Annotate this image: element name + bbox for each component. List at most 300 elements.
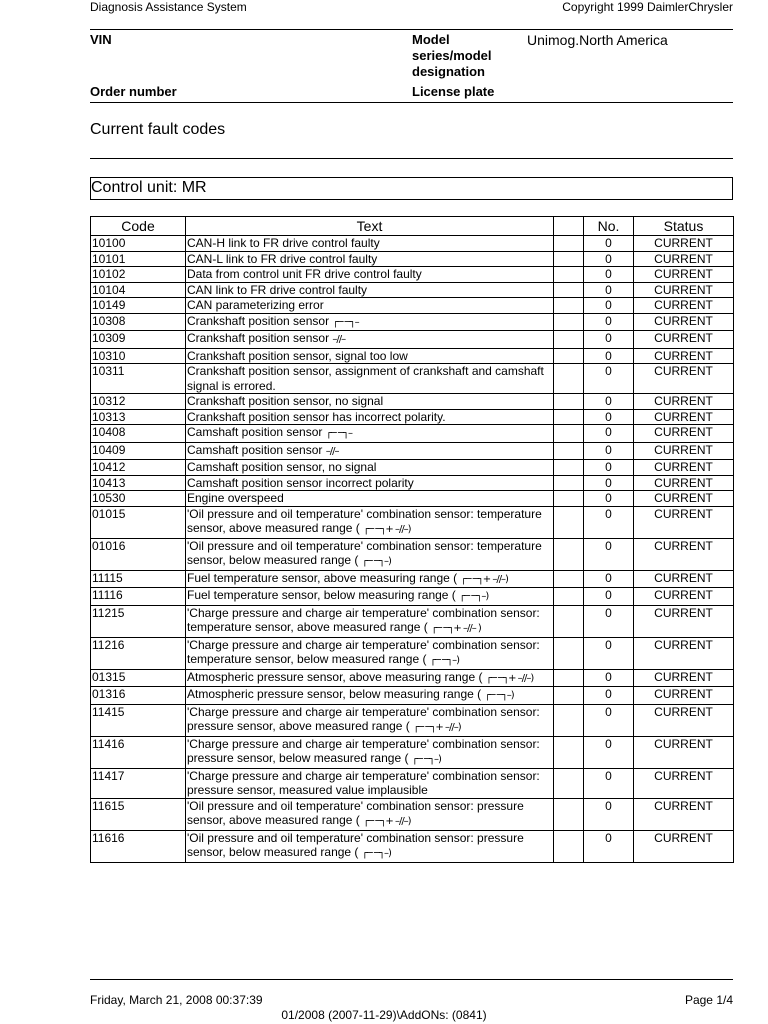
header-divider	[90, 29, 733, 30]
code-cell-value: 10100	[92, 236, 126, 250]
no-cell-value: 0	[605, 538, 612, 553]
no-cell-value: 0	[605, 588, 612, 602]
status-cell-value: CURRENT	[654, 236, 713, 250]
no-cell	[584, 394, 634, 410]
no-cell-value: 0	[605, 348, 612, 363]
no-cell-value: 0	[605, 364, 612, 378]
status-cell	[634, 364, 734, 394]
status-cell	[634, 348, 734, 364]
code-cell	[91, 298, 186, 314]
table-row	[91, 491, 734, 507]
no-cell	[584, 409, 634, 425]
version-info: 01/2008 (2007-11-29)\AddONs: (0841)	[281, 1008, 487, 1022]
table-row	[91, 475, 734, 491]
text-cell-value: Fuel temperature sensor, below measuring range (	[187, 588, 456, 602]
code-cell	[91, 830, 186, 862]
page-number: Page 1/4	[684, 993, 733, 1007]
no-cell-value: 0	[605, 736, 612, 751]
no-cell-value: 0	[605, 442, 612, 457]
section-title: Current fault codes	[90, 121, 226, 138]
code-cell-value: 01015	[92, 506, 126, 521]
text-cell-value: 'Charge pressure and charge air temperature' combination sensor: pressure sensor, below measured range (	[187, 736, 540, 765]
status-cell	[634, 538, 734, 570]
code-cell	[91, 331, 186, 349]
signal-symbol: ┌─ ─┐+ –//–)	[363, 816, 411, 827]
status-cell-value: CURRENT	[654, 364, 713, 378]
spacer-cell	[554, 538, 584, 570]
signal-symbol: ┌─ ─┐–	[332, 316, 359, 328]
no-cell-value: 0	[605, 491, 612, 505]
signal-symbol: ┌─ ─┐–)	[459, 591, 489, 602]
text-cell	[186, 538, 554, 570]
status-cell-value: CURRENT	[654, 394, 713, 408]
footer-divider	[90, 979, 733, 980]
status-cell-value: CURRENT	[654, 798, 713, 813]
status-cell	[634, 570, 734, 588]
fault-code-table	[90, 216, 734, 863]
text-cell	[186, 313, 554, 331]
no-cell	[584, 736, 634, 768]
status-cell-value: CURRENT	[654, 669, 713, 684]
no-cell-value: 0	[605, 298, 612, 312]
code-cell-value: 11215	[92, 605, 125, 620]
table-row	[91, 298, 734, 314]
status-cell	[634, 442, 734, 460]
spacer-cell	[554, 588, 584, 606]
status-cell-value: CURRENT	[654, 267, 713, 281]
status-cell	[634, 798, 734, 830]
code-cell	[91, 460, 186, 476]
no-cell	[584, 637, 634, 669]
text-cell	[186, 460, 554, 476]
spacer-cell	[554, 736, 584, 768]
text-cell	[186, 704, 554, 736]
text-cell-value: Camshaft position sensor, no signal	[187, 460, 377, 474]
table-row	[91, 267, 734, 283]
spacer-cell	[554, 704, 584, 736]
status-cell	[634, 236, 734, 252]
text-cell-value: 'Charge pressure and charge air temperature' combination sensor: temperature sensor, above measured range (	[187, 605, 540, 634]
text-cell-value: 'Oil pressure and oil temperature' combination sensor: temperature sensor, above measured range (	[187, 506, 542, 535]
text-cell	[186, 442, 554, 460]
code-cell	[91, 267, 186, 283]
text-cell-value: Fuel temperature sensor, above measuring range (	[187, 570, 458, 585]
spacer-cell	[554, 637, 584, 669]
section-divider	[90, 158, 733, 159]
text-cell	[186, 409, 554, 425]
status-cell	[634, 331, 734, 349]
table-header-row	[91, 217, 734, 236]
table-row	[91, 364, 734, 394]
text-cell-value: Atmospheric pressure sensor, below measuring range (	[187, 687, 482, 701]
status-cell-value: CURRENT	[654, 830, 713, 845]
no-cell	[584, 236, 634, 252]
spacer-cell	[554, 282, 584, 298]
text-cell	[186, 348, 554, 364]
status-cell-value: CURRENT	[654, 313, 713, 328]
no-cell-value: 0	[605, 331, 612, 345]
spacer-cell	[554, 313, 584, 331]
text-cell	[186, 669, 554, 687]
no-cell	[584, 442, 634, 460]
code-cell	[91, 348, 186, 364]
text-cell	[186, 768, 554, 798]
table-row	[91, 236, 734, 252]
spacer-cell	[554, 409, 584, 425]
text-cell-value: 'Charge pressure and charge air temperature' combination sensor: temperature sensor, below measured range (	[187, 637, 540, 666]
signal-symbol: ┌─ ─┐–)	[361, 556, 391, 567]
text-cell	[186, 506, 554, 538]
code-cell	[91, 605, 186, 637]
spacer-cell	[554, 236, 584, 252]
spacer-cell	[554, 364, 584, 394]
code-cell-value: 10104	[92, 282, 126, 297]
print-date: Friday, March 21, 2008 00:37:39	[90, 993, 263, 1007]
status-cell-value: CURRENT	[654, 687, 713, 701]
text-cell	[186, 570, 554, 588]
no-cell	[584, 425, 634, 443]
no-cell-value: 0	[605, 669, 612, 684]
code-cell-value: 10102	[92, 267, 126, 281]
no-cell	[584, 704, 634, 736]
control-unit-box	[90, 177, 733, 200]
signal-symbol: ┌─ ─┐+ –//–)	[413, 722, 461, 733]
no-cell	[584, 251, 634, 267]
table-row	[91, 830, 734, 862]
header-no: No.	[584, 217, 634, 236]
spacer-cell	[554, 267, 584, 283]
status-cell	[634, 394, 734, 410]
text-cell-value: Data from control unit FR drive control faulty	[187, 267, 422, 281]
no-cell-value: 0	[605, 425, 612, 439]
code-cell	[91, 704, 186, 736]
text-cell-value: CAN-L link to FR drive control faulty	[187, 251, 378, 266]
text-cell	[186, 588, 554, 606]
code-cell	[91, 236, 186, 252]
no-cell-value: 0	[605, 460, 612, 474]
spacer-cell	[554, 394, 584, 410]
status-cell-value: CURRENT	[654, 409, 713, 424]
code-cell	[91, 313, 186, 331]
no-cell	[584, 669, 634, 687]
status-cell	[634, 669, 734, 687]
no-cell-value: 0	[605, 394, 612, 408]
code-cell-value: 11417	[92, 768, 125, 783]
no-cell	[584, 830, 634, 862]
code-cell	[91, 491, 186, 507]
status-cell	[634, 491, 734, 507]
status-cell	[634, 704, 734, 736]
status-cell-value: CURRENT	[654, 736, 713, 751]
signal-symbol: –//–	[325, 445, 339, 457]
text-cell	[186, 394, 554, 410]
table-row	[91, 348, 734, 364]
table-row	[91, 394, 734, 410]
code-cell	[91, 570, 186, 588]
status-cell	[634, 687, 734, 705]
table-row	[91, 506, 734, 538]
table-row	[91, 251, 734, 267]
status-cell	[634, 736, 734, 768]
model-label: Model series/model designation	[412, 32, 492, 79]
vin-label: VIN	[90, 32, 112, 47]
no-cell-value: 0	[605, 605, 612, 620]
text-cell-value: CAN-H link to FR drive control faulty	[187, 236, 380, 250]
text-cell-value: Crankshaft position sensor, signal too low	[187, 348, 408, 363]
table-row	[91, 588, 734, 606]
spacer-cell	[554, 491, 584, 507]
status-cell	[634, 768, 734, 798]
table-row	[91, 605, 734, 637]
spacer-cell	[554, 442, 584, 460]
status-cell-value: CURRENT	[654, 637, 713, 652]
no-cell	[584, 506, 634, 538]
spacer-cell	[554, 331, 584, 349]
status-cell-value: CURRENT	[654, 605, 713, 620]
text-cell	[186, 298, 554, 314]
signal-symbol: ┌─ ─┐+ –//–)	[460, 573, 508, 585]
model-value: Unimog.North America	[527, 32, 668, 48]
status-cell	[634, 282, 734, 298]
signal-symbol: ┌─ ─┐+ –//–)	[363, 524, 411, 535]
status-cell-value: CURRENT	[654, 298, 713, 312]
code-cell-value: 10309	[92, 331, 126, 345]
text-cell-value: Crankshaft position sensor, no signal	[187, 394, 384, 408]
status-cell-value: CURRENT	[654, 442, 713, 457]
table-row	[91, 331, 734, 349]
no-cell	[584, 588, 634, 606]
table-row	[91, 570, 734, 588]
status-cell-value: CURRENT	[654, 506, 713, 521]
no-cell	[584, 331, 634, 349]
text-cell	[186, 331, 554, 349]
text-cell	[186, 687, 554, 705]
code-cell-value: 10313	[92, 409, 126, 424]
no-cell-value: 0	[605, 313, 612, 328]
text-cell-value: Camshaft position sensor	[187, 442, 323, 457]
text-cell	[186, 267, 554, 283]
status-cell-value: CURRENT	[654, 460, 713, 474]
spacer-cell	[554, 425, 584, 443]
text-cell	[186, 475, 554, 491]
spacer-cell	[554, 768, 584, 798]
code-cell-value: 11616	[92, 830, 125, 845]
table-row	[91, 313, 734, 331]
code-cell-value: 01316	[92, 687, 126, 701]
no-cell	[584, 798, 634, 830]
text-cell-value: Camshaft position sensor	[187, 425, 323, 439]
copyright: Copyright 1999 DaimlerChrysler	[562, 0, 733, 14]
system-name: Diagnosis Assistance System	[90, 0, 247, 14]
status-cell	[634, 588, 734, 606]
no-cell	[584, 282, 634, 298]
code-cell-value: 10413	[92, 475, 126, 490]
text-cell-value: Atmospheric pressure sensor, above measuring range (	[187, 669, 483, 684]
no-cell-value: 0	[605, 830, 612, 845]
code-cell	[91, 687, 186, 705]
header-status: Status	[634, 217, 734, 236]
status-cell-value: CURRENT	[654, 331, 713, 345]
table-row	[91, 669, 734, 687]
code-cell	[91, 798, 186, 830]
spacer-cell	[554, 570, 584, 588]
no-cell	[584, 364, 634, 394]
status-cell-value: CURRENT	[654, 282, 713, 297]
text-cell-value: Engine overspeed	[187, 491, 284, 505]
code-cell	[91, 442, 186, 460]
table-row	[91, 460, 734, 476]
table-row	[91, 768, 734, 798]
no-cell-value: 0	[605, 687, 612, 701]
status-cell-value: CURRENT	[654, 348, 713, 363]
status-cell	[634, 605, 734, 637]
text-cell	[186, 637, 554, 669]
code-cell	[91, 736, 186, 768]
code-cell	[91, 282, 186, 298]
order-number-label: Order number	[90, 84, 177, 99]
text-cell	[186, 736, 554, 768]
no-cell	[584, 298, 634, 314]
code-cell-value: 10530	[92, 491, 126, 505]
no-cell-value: 0	[605, 236, 612, 250]
header-text: Text	[186, 217, 554, 236]
status-cell-value: CURRENT	[654, 251, 713, 266]
info-divider	[90, 102, 733, 103]
table-row	[91, 425, 734, 443]
text-cell-value: Crankshaft position sensor	[187, 313, 330, 328]
spacer-cell	[554, 605, 584, 637]
spacer-cell	[554, 298, 584, 314]
table-row	[91, 538, 734, 570]
spacer-cell	[554, 830, 584, 862]
status-cell-value: CURRENT	[654, 475, 713, 490]
status-cell	[634, 313, 734, 331]
no-cell	[584, 313, 634, 331]
code-cell	[91, 475, 186, 491]
no-cell-value: 0	[605, 798, 612, 813]
no-cell-value: 0	[605, 409, 612, 424]
status-cell-value: CURRENT	[654, 570, 713, 585]
no-cell	[584, 491, 634, 507]
no-cell-value: 0	[605, 704, 612, 719]
status-cell-value: CURRENT	[654, 588, 713, 602]
status-cell	[634, 267, 734, 283]
spacer-cell	[554, 348, 584, 364]
no-cell-value: 0	[605, 475, 612, 490]
no-cell	[584, 570, 634, 588]
no-cell	[584, 460, 634, 476]
text-cell-value: 'Oil pressure and oil temperature' combination sensor: pressure sensor, below measured range (	[187, 830, 524, 859]
no-cell-value: 0	[605, 282, 612, 297]
signal-symbol: ┌─ ─┐+ –//–)	[485, 672, 534, 684]
code-cell-value: 10310	[92, 348, 126, 363]
text-cell-value: 'Charge pressure and charge air temperature' combination sensor: pressure sensor, above measured range (	[187, 704, 540, 733]
status-cell	[634, 830, 734, 862]
table-row	[91, 409, 734, 425]
status-cell	[634, 637, 734, 669]
spacer-cell	[554, 669, 584, 687]
code-cell-value: 11415	[92, 704, 125, 719]
text-cell-value: CAN link to FR drive control faulty	[187, 282, 368, 297]
status-cell-value: CURRENT	[654, 491, 713, 505]
text-cell	[186, 830, 554, 862]
code-cell	[91, 538, 186, 570]
table-row	[91, 442, 734, 460]
header-spacer	[554, 217, 584, 236]
text-cell	[186, 364, 554, 394]
control-unit-label: Control unit: MR	[91, 179, 207, 196]
no-cell-value: 0	[605, 637, 612, 652]
text-cell	[186, 605, 554, 637]
code-cell	[91, 409, 186, 425]
code-cell	[91, 251, 186, 267]
text-cell-value: 'Oil pressure and oil temperature' combination sensor: temperature sensor, below measured range (	[187, 538, 542, 567]
code-cell-value: 10311	[92, 364, 125, 378]
signal-symbol: ┌─ ─┐–	[325, 428, 353, 439]
code-cell-value: 11615	[92, 798, 125, 813]
signal-symbol: ┌─ ─┐–)	[361, 848, 391, 859]
signal-symbol: ┌─ ─┐+ –//– )	[431, 623, 481, 634]
no-cell-value: 0	[605, 267, 612, 281]
code-cell	[91, 425, 186, 443]
no-cell	[584, 348, 634, 364]
text-cell	[186, 251, 554, 267]
spacer-cell	[554, 506, 584, 538]
text-cell-value: 'Oil pressure and oil temperature' combination sensor: pressure sensor, above measured range (	[187, 798, 524, 827]
fault-rows	[91, 236, 734, 863]
header-code: Code	[91, 217, 186, 236]
status-cell	[634, 409, 734, 425]
status-cell-value: CURRENT	[654, 538, 713, 553]
code-cell	[91, 506, 186, 538]
code-cell-value: 11116	[92, 588, 123, 602]
code-cell	[91, 669, 186, 687]
code-cell	[91, 364, 186, 394]
code-cell-value: 01315	[92, 669, 126, 684]
no-cell-value: 0	[605, 768, 612, 783]
text-cell-value: Crankshaft position sensor	[187, 331, 330, 345]
no-cell	[584, 687, 634, 705]
no-cell	[584, 475, 634, 491]
code-cell-value: 10409	[92, 442, 126, 457]
license-plate-label: License plate	[412, 84, 495, 99]
text-cell	[186, 491, 554, 507]
table-row	[91, 736, 734, 768]
code-cell-value: 10308	[92, 313, 126, 328]
spacer-cell	[554, 475, 584, 491]
code-cell-value: 10149	[92, 298, 126, 312]
status-cell-value: CURRENT	[654, 425, 713, 439]
text-cell-value: Crankshaft position sensor, assignment of crankshaft and camshaft signal is errored.	[187, 364, 544, 393]
text-cell	[186, 425, 554, 443]
no-cell-value: 0	[605, 570, 612, 585]
status-cell-value: CURRENT	[654, 704, 713, 719]
no-cell	[584, 267, 634, 283]
table-row	[91, 704, 734, 736]
code-cell-value: 10412	[92, 460, 126, 474]
signal-symbol: ┌─ ─┐–)	[484, 690, 514, 701]
spacer-cell	[554, 798, 584, 830]
no-cell-value: 0	[605, 506, 612, 521]
signal-symbol: ┌─ ─┐–)	[429, 655, 459, 666]
code-cell-value: 11216	[92, 637, 125, 652]
table-row	[91, 282, 734, 298]
code-cell-value: 11416	[92, 736, 125, 751]
status-cell	[634, 298, 734, 314]
no-cell	[584, 538, 634, 570]
no-cell-value: 0	[605, 251, 612, 266]
text-cell-value: CAN parameterizing error	[187, 298, 324, 312]
